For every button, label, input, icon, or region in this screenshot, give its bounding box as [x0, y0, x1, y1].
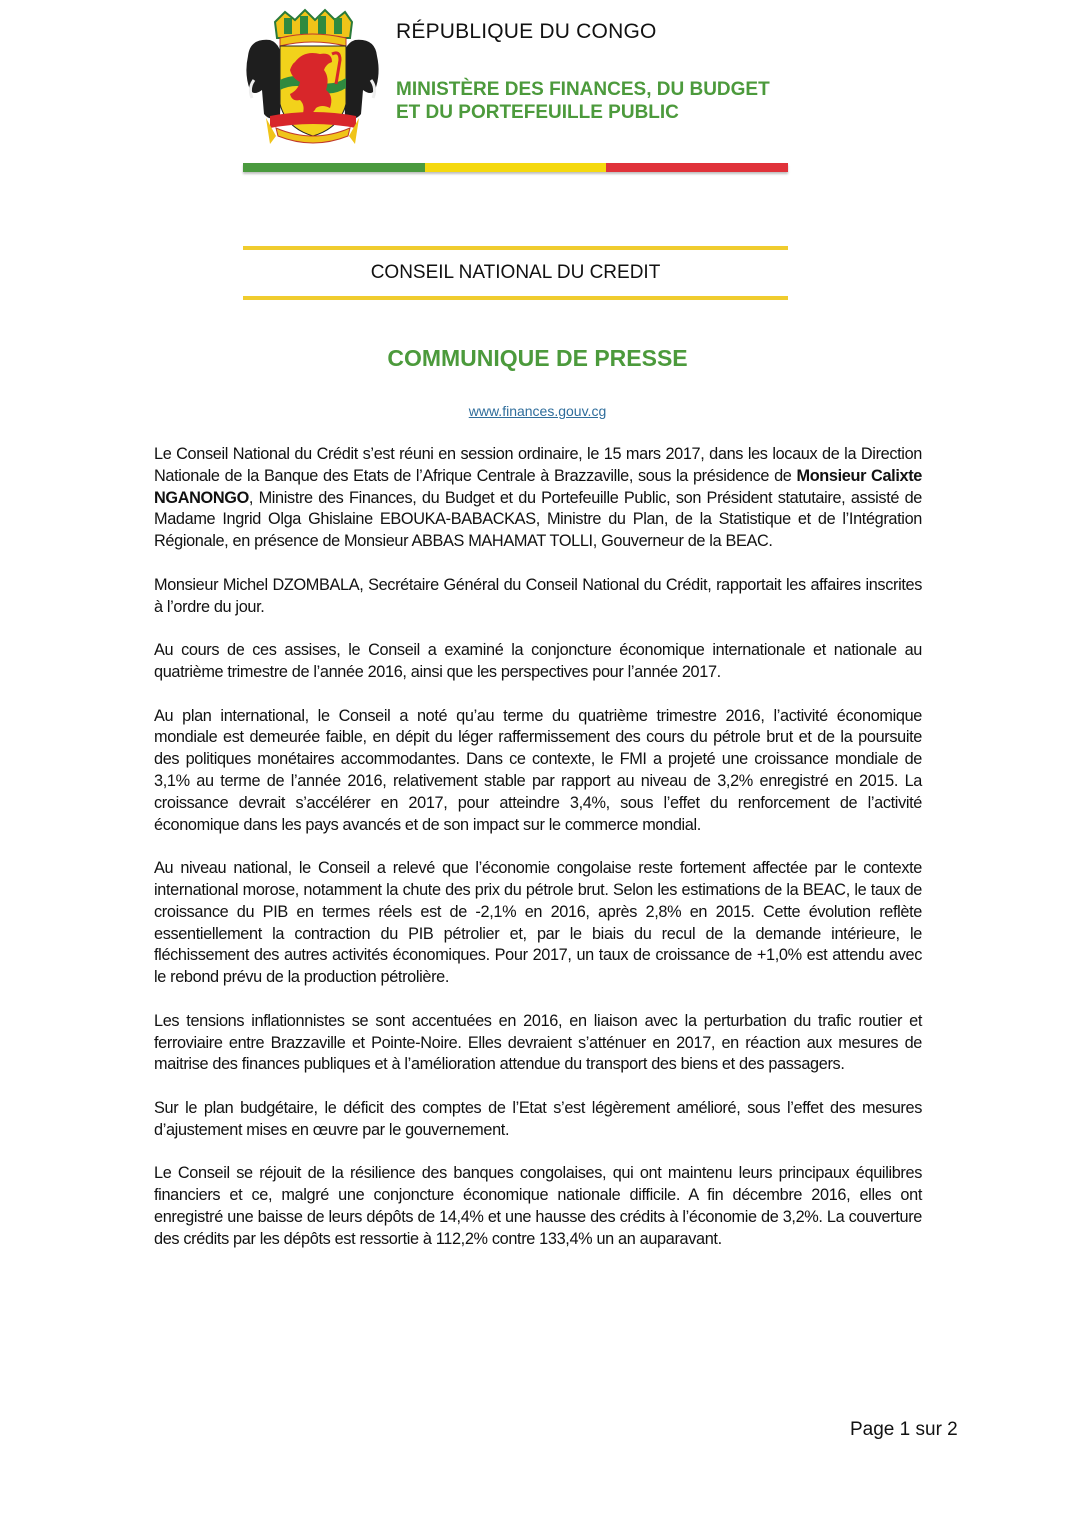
- council-title: CONSEIL NATIONAL DU CREDIT: [370, 262, 661, 283]
- paragraph-budget: Sur le plan budgétaire, le déficit des comptes de l’Etat s’est légèrement amélioré, sous l’effet des mesures d’ajustement mises en œuvre par le gouvernement.: [154, 1098, 922, 1139]
- coat-of-arms-icon: [240, 4, 385, 150]
- paragraph-national: Au niveau national, le Conseil a relevé que l’économie congolaise reste fortement affectée par le contexte international morose, notamment la chute des prix du pétrole brut. Selon les estimations de la BEAC, le taux de croissance du PIB en termes réels est de -2,1% en 2016, après 2,8% en 2015. Cette évolution reflète essentiellement la contraction du PIB pétrolier et, par le biais du recul de la demande intérieure, le fléchissement des autres activités économiques. Pour 2017, un taux de croissance de +1,0% est attendu avec le rebond prévu de la production pétrolière.: [154, 859, 922, 987]
- press-release-title: COMMUNIQUE DE PRESSE: [387, 345, 688, 371]
- paragraph-text: Le Conseil National du Crédit s’est réuni en session ordinaire, le 15 mars 2017, dans les locaux de la Direction Nationale de la Banque des Etats de l’Afrique Centrale à Brazzaville, sous la présidence de: [154, 445, 922, 485]
- website-link[interactable]: www.finances.gouv.cg: [468, 403, 607, 419]
- ministry-line-2: ET DU PORTEFEUILLE PUBLIC: [396, 102, 679, 123]
- flag-stripe-yellow: [425, 163, 607, 172]
- divider-bottom: [243, 296, 788, 300]
- country-name: RÉPUBLIQUE DU CONGO: [396, 20, 657, 43]
- paragraph-agenda: Au cours de ces assises, le Conseil a examiné la conjoncture économique internationale et nationale au quatrième trimestre de l’année 2016, ainsi que les perspectives pour l’année 2017.: [154, 641, 922, 681]
- paragraph-banks: Le Conseil se réjouit de la résilience des banques congolaises, qui ont maintenu leurs principaux équilibres financiers et ce, malgré une conjoncture économique nationale difficile. A fin décembre 2016, elles ont enregistré une baisse de leurs dépôts de 14,4% et une hausse des crédits à l’économie de 3,2%. La couverture des crédits par les dépôts est ressortie à 112,2% contre 133,4% un an auparavant.: [154, 1164, 922, 1248]
- paragraph-secretary: Monsieur Michel DZOMBALA, Secrétaire Général du Conseil National du Crédit, rapportait les affaires inscrites à l’ordre du jour.: [154, 575, 922, 616]
- president-name: Monsieur Calixte NGANONGO: [154, 466, 922, 507]
- paragraph-text: , Ministre des Finances, du Budget et du Portefeuille Public, son Président statutaire, assisté de Madame Ingrid Olga Ghislaine EBOUKA-BABACKAS, Ministre du Plan, de la Statistique et de l’Intégration Régionale, en présence de Monsieur ABBAS MAHAMAT TOLLI, Gouverneur de la BEAC.: [154, 488, 922, 551]
- coat-of-arms-emblem: [240, 4, 385, 150]
- ministry-line-1: MINISTÈRE DES FINANCES, DU BUDGET: [396, 79, 770, 100]
- flag-color-bar: [243, 163, 788, 172]
- ministry-name: [396, 78, 770, 124]
- website-link-container: [0, 403, 1075, 419]
- divider-top: [243, 246, 788, 250]
- document-body: [154, 444, 922, 1272]
- flag-stripe-red: [606, 163, 788, 172]
- page-number: Page 1 sur 2: [850, 1419, 958, 1440]
- flag-stripe-green: [243, 163, 425, 172]
- paragraph-inflation: Les tensions inflationnistes se sont accentuées en 2016, en liaison avec la perturbation du trafic routier et ferroviaire entre Brazzaville et Pointe-Noire. Elles devraient s’atténuer en 2017, en réaction aux mesures de maitrise des finances publiques et à l’amélioration attendue du transport des biens et des passagers.: [154, 1011, 922, 1074]
- paragraph-international: Au plan international, le Conseil a noté qu’au terme du quatrième trimestre 2016, l’activité économique mondiale est demeurée faible, en dépit du léger raffermissement des cours du pétrole brut et de la poursuite des politiques monétaires accommodantes. Dans ce contexte, le FMI a projeté une croissance mondiale de 3,1% au terme de l’année 2016, relativement stable par rapport au niveau de 3,2% enregistré en 2015. La croissance devrait s’accélérer en 2017, pour atteindre 3,4%, sous l’effet du renforcement de l’activité économique dans les pays avancés et de son impact sur le commerce mondial.: [154, 706, 922, 834]
- paragraph-meeting: [154, 444, 922, 553]
